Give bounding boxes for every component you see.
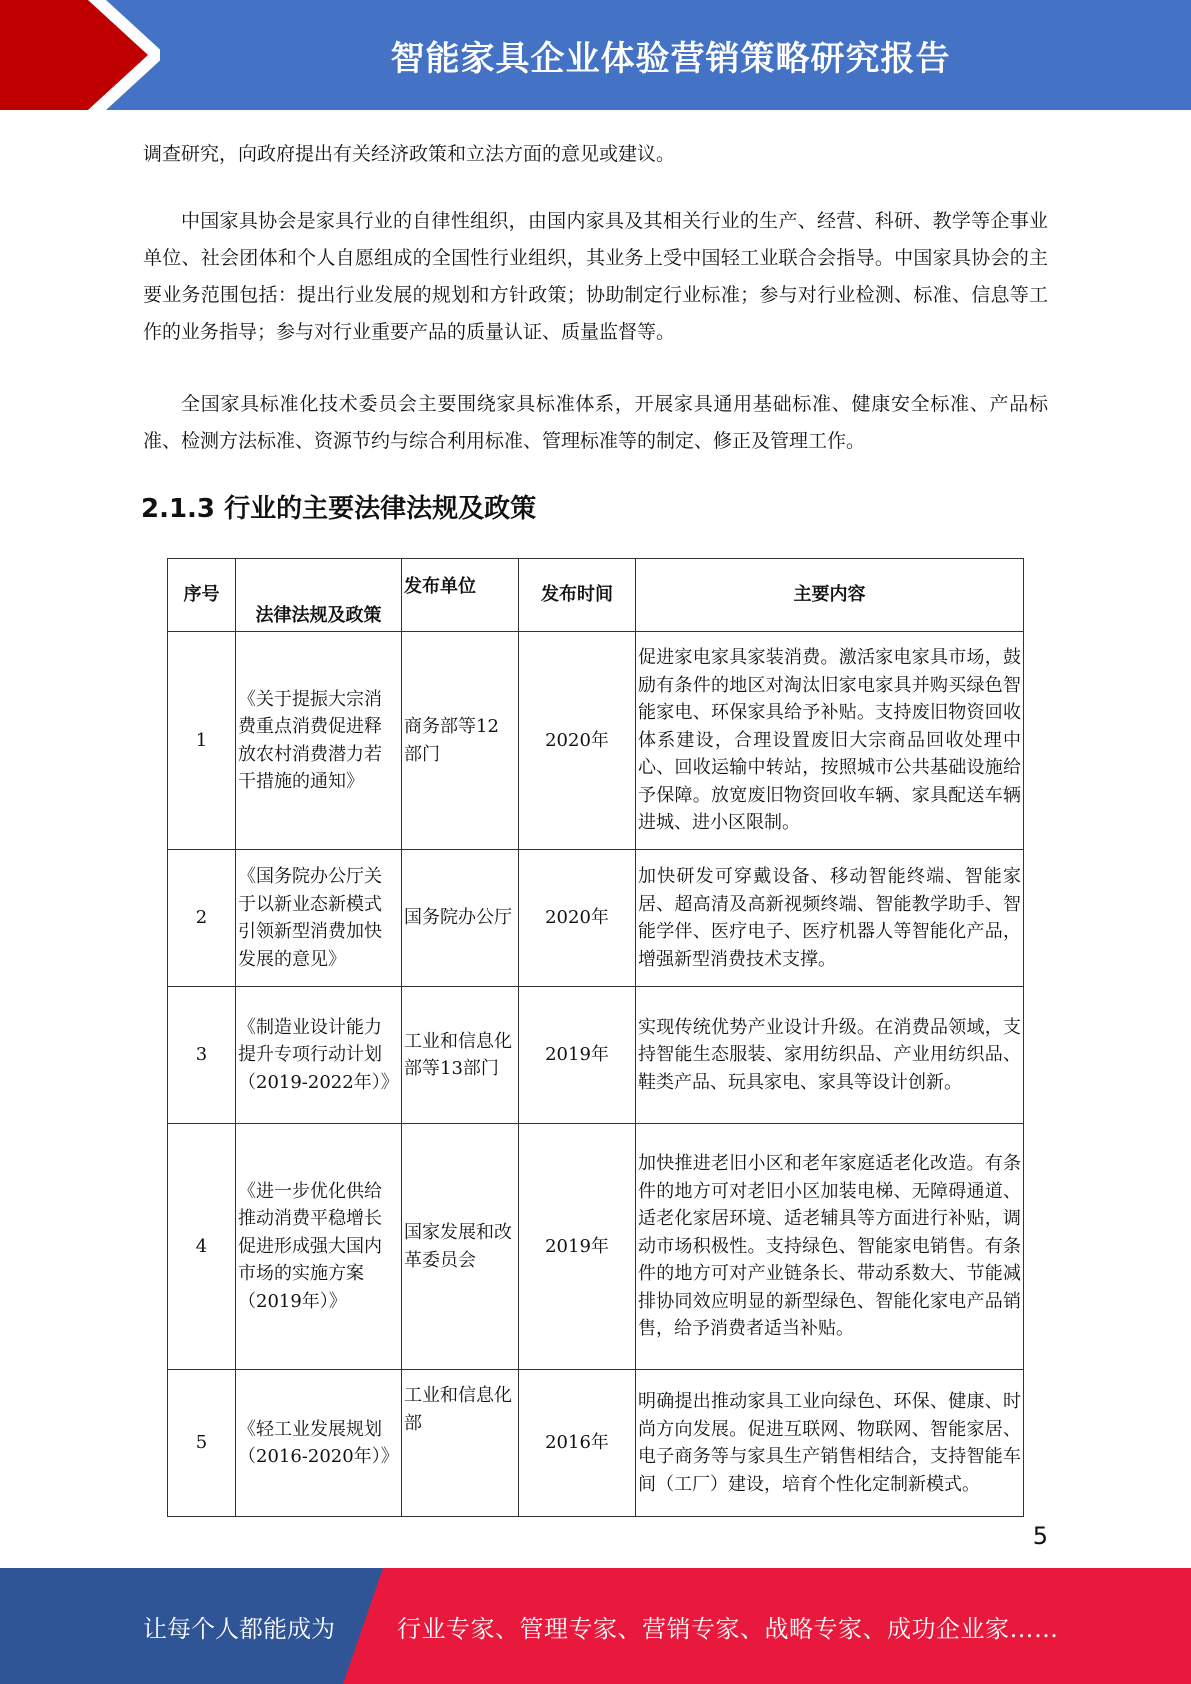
page-footer (0, 1568, 1191, 1684)
paragraph-standardization-committee: 全国家具标准化技术委员会主要围绕家具标准体系，开展家具通用基础标准、健康安全标准、产品标准、检测方法标准、资源节约与综合利用标准、管理标准等的制定、修正及管理工作。 (143, 393, 1048, 452)
cell-date: 2019年 (519, 987, 636, 1124)
table-row (168, 1370, 1024, 1517)
table-header-row (168, 559, 1024, 632)
cell-content: 促进家电家具家装消费。激活家电家具市场，鼓励有条件的地区对淘汰旧家电家具并购买绿色智能家电、环保家具给予补贴。支持废旧物资回收体系建设，合理设置废旧大宗商品回收处理中心、回收运输中转站，按照城市公共基础设施给予保障。放宽废旧物资回收车辆、家具配送车辆进城、进小区限制。 (636, 632, 1024, 850)
paragraph-continuation: 调查研究，向政府提出有关经济政策和立法方面的意见或建议。 (143, 143, 676, 165)
cell-no: 5 (168, 1370, 236, 1517)
cell-no: 4 (168, 1124, 236, 1370)
policy-table (167, 558, 1024, 1517)
footer-slogan-left: 让每个人都能成为 (143, 1614, 335, 1643)
section-heading: 2.1.3 行业的主要法律法规及政策 (141, 494, 537, 524)
cell-unit: 商务部等12部门 (402, 632, 519, 850)
cell-content: 明确提出推动家具工业向绿色、环保、健康、时尚方向发展。促进互联网、物联网、智能家居、电子商务等与家具生产销售相结合，支持智能车间（工厂）建设，培育个性化定制新模式。 (636, 1370, 1024, 1517)
header-law: 法律法规及政策 (236, 559, 402, 632)
cell-date: 2016年 (519, 1370, 636, 1517)
paragraph-furniture-association: 中国家具协会是家具行业的自律性组织，由国内家具及其相关行业的生产、经营、科研、教学等企事业单位、社会团体和个人自愿组成的全国性行业组织，其业务上受中国轻工业联合会指导。中国家具协会的主要业务范围包括：提出行业发展的规划和方针政策；协助制定行业标准；参与对行业检测、标准、信息等工作的业务指导；参与对行业重要产品的质量认证、质量监督等。 (143, 210, 1048, 343)
cell-date: 2020年 (519, 850, 636, 987)
table-row (168, 987, 1024, 1124)
cell-unit: 国家发展和改革委员会 (402, 1124, 519, 1370)
table-row (168, 850, 1024, 987)
header-content: 主要内容 (636, 559, 1024, 632)
cell-content: 加快研发可穿戴设备、移动智能终端、智能家居、超高清及高新视频终端、智能教学助手、智能学伴、医疗电子、医疗机器人等智能化产品，增强新型消费技术支撑。 (636, 850, 1024, 987)
footer-slogan-right: 行业专家、管理专家、营销专家、战略专家、成功企业家…… (397, 1614, 1059, 1643)
header-date: 发布时间 (519, 559, 636, 632)
header-no: 序号 (168, 559, 236, 632)
table-row (168, 632, 1024, 850)
header-arrow-decoration (0, 0, 160, 110)
page-number: 5 (1032, 1522, 1048, 1550)
cell-unit: 国务院办公厅 (402, 850, 519, 987)
cell-no: 3 (168, 987, 236, 1124)
cell-law: 《轻工业发展规划（2016-2020年）》 (236, 1370, 402, 1517)
cell-law: 《国务院办公厅关于以新业态新模式引领新型消费加快发展的意见》 (236, 850, 402, 987)
cell-law: 《关于提振大宗消费重点消费促进释放农村消费潜力若干措施的通知》 (236, 632, 402, 850)
cell-content: 实现传统优势产业设计升级。在消费品领域，支持智能生态服装、家用纺织品、产业用纺织品、鞋类产品、玩具家电、家具等设计创新。 (636, 987, 1024, 1124)
header-title: 智能家具企业体验营销策略研究报告 (390, 38, 951, 79)
cell-date: 2020年 (519, 632, 636, 850)
cell-no: 2 (168, 850, 236, 987)
cell-law: 《制造业设计能力提升专项行动计划（2019-2022年）》 (236, 987, 402, 1124)
cell-unit: 工业和信息化部等13部门 (402, 987, 519, 1124)
cell-no: 1 (168, 632, 236, 850)
cell-law: 《进一步优化供给推动消费平稳增长促进形成强大国内市场的实施方案（2019年）》 (236, 1124, 402, 1370)
cell-date: 2019年 (519, 1124, 636, 1370)
cell-unit: 工业和信息化部 (402, 1370, 519, 1517)
header-unit: 发布单位 (402, 559, 519, 632)
page-header (0, 0, 1191, 110)
cell-content: 加快推进老旧小区和老年家庭适老化改造。有条件的地方可对老旧小区加装电梯、无障碍通道、适老化家居环境、适老辅具等方面进行补贴，调动市场积极性。支持绿色、智能家电销售。有条件的地方可对产业链条长、带动系数大、节能减排协同效应明显的新型绿色、智能化家电产品销售，给予消费者适当补贴。 (636, 1124, 1024, 1370)
table-row (168, 1124, 1024, 1370)
